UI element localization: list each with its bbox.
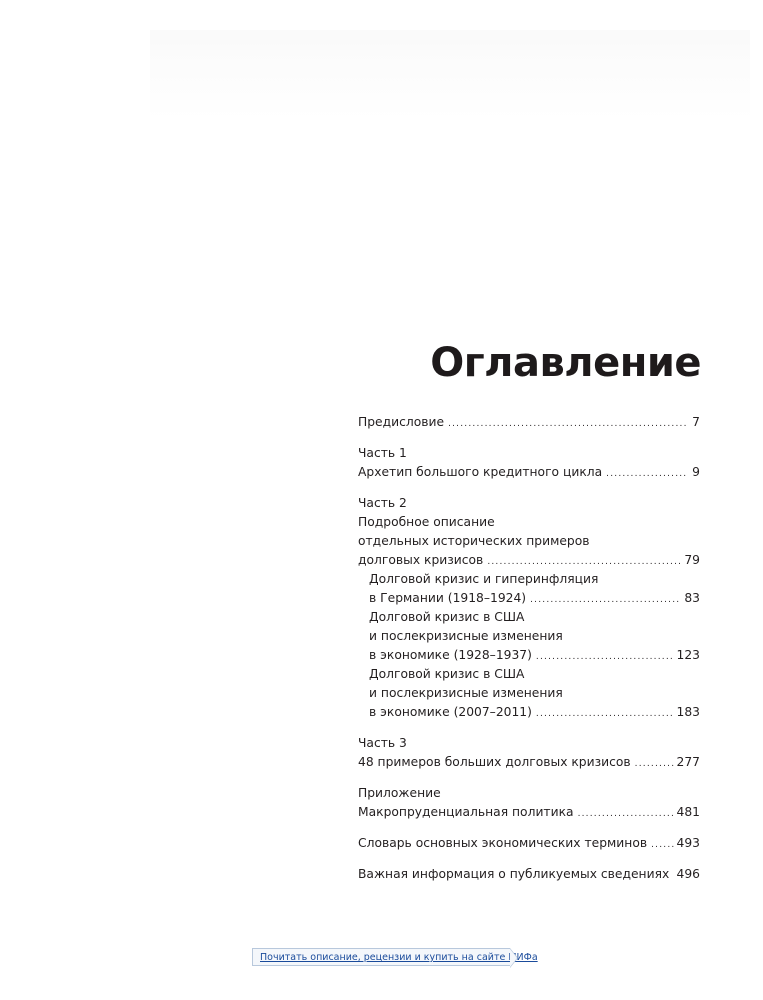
dot-leader xyxy=(651,836,673,855)
page-number: 123 xyxy=(676,648,700,662)
toc-entry-part1[interactable] xyxy=(358,463,700,482)
dot-leader xyxy=(536,705,674,724)
page-number: 481 xyxy=(676,805,700,819)
toc-entry-usa-2007[interactable] xyxy=(358,703,700,722)
toc-entry-text-line: и послекризисные изменения xyxy=(369,686,563,700)
toc-entry-text: 48 примеров больших долговых кризисов xyxy=(358,755,631,769)
page-number: 79 xyxy=(684,553,700,567)
dot-leader xyxy=(578,805,674,824)
toc-entry-germany[interactable] xyxy=(358,589,700,608)
dot-leader xyxy=(606,465,687,484)
toc-entry-text-line: Долговой кризис в США xyxy=(369,667,525,681)
dot-leader xyxy=(448,415,687,434)
toc-entry-text: Словарь основных экономических терминов xyxy=(358,836,648,850)
part-label: Часть 3 xyxy=(358,736,407,750)
part-label: Часть 1 xyxy=(358,446,407,460)
toc-entry-disclosure[interactable] xyxy=(358,865,700,884)
mif-store-link[interactable]: Почитать описание, рецензии и купить на сайте МИФа xyxy=(252,948,510,966)
faded-header-area xyxy=(150,30,750,120)
toc-entry-glossary[interactable] xyxy=(358,834,700,853)
toc-entry-text-line: и послекризисные изменения xyxy=(369,629,563,643)
toc-entry-text-line: Долговой кризис и гиперинфляция xyxy=(369,572,599,586)
page-number: 496 xyxy=(676,867,700,881)
toc-entry-text: долговых кризисов xyxy=(358,553,484,567)
toc-entry-usa-1928[interactable] xyxy=(358,646,700,665)
toc-entry-text: Архетип большого кредитного цикла xyxy=(358,465,603,479)
page-number: 83 xyxy=(684,591,700,605)
toc-entry-part3[interactable] xyxy=(358,753,700,772)
toc-entry-text: в экономике (2007–2011) xyxy=(369,705,532,719)
dot-leader xyxy=(530,591,681,610)
toc-entry-preface[interactable] xyxy=(358,413,700,432)
page-number: 9 xyxy=(692,465,700,479)
toc-entry-text: Предисловие xyxy=(358,415,445,429)
toc-entry-text-line: Подробное описание xyxy=(358,515,495,529)
page-number: 183 xyxy=(676,705,700,719)
dot-leader xyxy=(635,755,674,774)
toc-entry-text: Макропруденциальная политика xyxy=(358,805,574,819)
page-number: 277 xyxy=(676,755,700,769)
dot-leader xyxy=(536,648,674,667)
part-label: Приложение xyxy=(358,786,441,800)
table-of-contents xyxy=(358,413,700,884)
toc-entry-part2[interactable] xyxy=(358,551,700,570)
page-title: Оглавление xyxy=(430,340,701,386)
toc-entry-text: Важная информация о публикуемых сведениях xyxy=(358,867,670,881)
toc-entry-text: в экономике (1928–1937) xyxy=(369,648,532,662)
page-number: 493 xyxy=(676,836,700,850)
toc-entry-text: в Германии (1918–1924) xyxy=(369,591,527,605)
toc-entry-text-line: Долговой кризис в США xyxy=(369,610,525,624)
toc-entry-appendix[interactable] xyxy=(358,803,700,822)
page-number: 7 xyxy=(692,415,700,429)
part-label: Часть 2 xyxy=(358,496,407,510)
toc-entry-text-line: отдельных исторических примеров xyxy=(358,534,590,548)
link-arrow-icon-inner xyxy=(510,949,517,967)
